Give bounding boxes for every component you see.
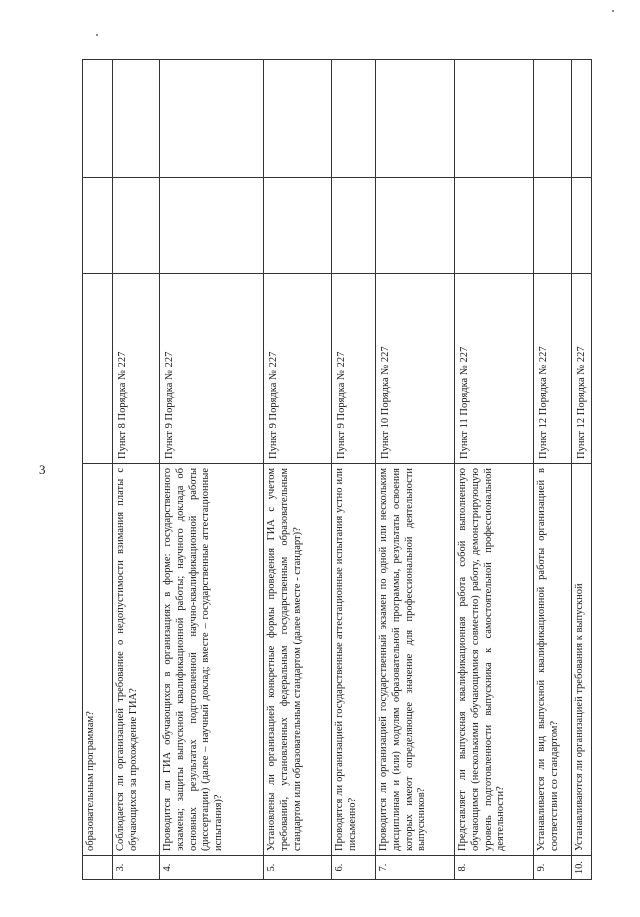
note-cell [160, 60, 264, 178]
checklist-table [82, 59, 592, 880]
norm-cell: Пункт 10 Порядка № 227 [376, 274, 455, 464]
answer-cell [572, 178, 592, 274]
table-row [332, 60, 376, 880]
table-row [83, 60, 113, 880]
note-cell [572, 60, 592, 178]
checklist-table-rotated [82, 60, 585, 880]
scan-speck [612, 10, 614, 12]
table-row [113, 60, 160, 880]
norm-cell: Пункт 11 Порядка № 227 [455, 274, 534, 464]
answer-cell [534, 178, 572, 274]
note-cell [376, 60, 455, 178]
table-row [264, 60, 332, 880]
answer-cell [160, 178, 264, 274]
norm-cell [83, 274, 113, 464]
question-cell: Установлены ли организацией конкретные формы проведения ГИА с учетом требований, установленных федеральным государственным образовательным стандартом или образовательным стандартом (далее вместе - стандарт)? [264, 464, 332, 856]
answer-cell [83, 178, 113, 274]
table-row [160, 60, 264, 880]
note-cell [534, 60, 572, 178]
table-row [376, 60, 455, 880]
answer-cell [332, 178, 376, 274]
row-number: 4. [160, 856, 264, 880]
question-cell: Проводится ли ГИА обучающихся в организациях в форме: государственного экзамена; защиты выпускной квалификационной работы; научного доклада об основных результатах подготовленной научно-квалификационной работы (диссертации) (далее – научный доклад; вместе – государственные аттестационные испытания)? [160, 464, 264, 856]
norm-cell: Пункт 9 Порядка № 227 [332, 274, 376, 464]
row-number: 9. [534, 856, 572, 880]
answer-cell [264, 178, 332, 274]
answer-cell [113, 178, 160, 274]
question-cell: образовательным программам? [83, 464, 113, 856]
page-number: 3 [39, 462, 46, 477]
note-cell [332, 60, 376, 178]
note-cell [264, 60, 332, 178]
norm-cell: Пункт 9 Порядка № 227 [264, 274, 332, 464]
table-row [572, 60, 592, 880]
row-number: 10. [572, 856, 592, 880]
norm-cell: Пункт 12 Порядка № 227 [534, 274, 572, 464]
norm-cell: Пункт 8 Порядка № 227 [113, 274, 160, 464]
table-row [455, 60, 534, 880]
answer-cell [376, 178, 455, 274]
note-cell [455, 60, 534, 178]
question-cell: Проводятся ли организацией государственные аттестационные испытания устно или письменно? [332, 464, 376, 856]
row-number: 6. [332, 856, 376, 880]
row-number-cell [83, 856, 113, 880]
note-cell [113, 60, 160, 178]
note-cell [83, 60, 113, 178]
question-cell: Представляет ли выпускная квалификационная работа собой выполненную обучающимся (несколькими обучающимися совместно) работу, демонстрирующую уровень подготовленности выпускника к самостоятельной профессиональной деятельности? [455, 464, 534, 856]
row-number: 7. [376, 856, 455, 880]
question-cell: Проводится ли организацией государственный экзамен по одной или нескольким дисциплинам и (или) модулям образовательной программы, результаты освоения которых имеют определяющее значение для профессиональной деятельности выпускников? [376, 464, 455, 856]
row-number: 8. [455, 856, 534, 880]
question-cell: Устанавливаются ли организацией требования к выпускной [572, 464, 592, 856]
question-cell: Соблюдается ли организацией требование о недопустимости взимания платы с обучающихся за прохождение ГИА? [113, 464, 160, 856]
row-number: 3. [113, 856, 160, 880]
row-number: 5. [264, 856, 332, 880]
scan-speck [96, 34, 98, 36]
table-row [534, 60, 572, 880]
question-cell: Устанавливается ли вид выпускной квалификационной работы организацией в соответствии со стандартом? [534, 464, 572, 856]
norm-cell: Пункт 9 Порядка № 227 [160, 274, 264, 464]
norm-cell: Пункт 12 Порядка № 227 [572, 274, 592, 464]
answer-cell [455, 178, 534, 274]
